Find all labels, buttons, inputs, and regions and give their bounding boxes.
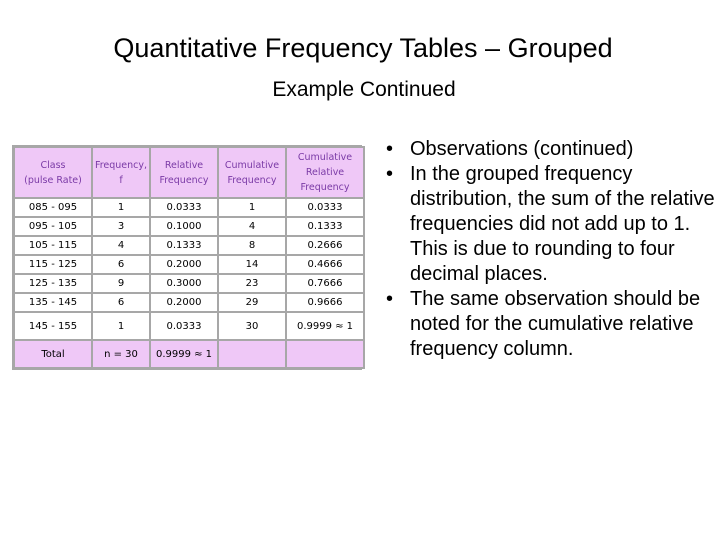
header-line: Relative [305, 167, 345, 178]
header-line: Frequency, [94, 159, 148, 171]
table-cell: 0.1333 [287, 218, 363, 235]
bullet-icon: • [386, 288, 394, 310]
table-cell: 29 [219, 294, 285, 311]
table-cell: 0.9999 ≈ 1 [287, 313, 363, 339]
header-cumulative-relative-frequency [287, 148, 363, 197]
table-cell: 0.9666 [287, 294, 363, 311]
table-cell: 6 [93, 256, 149, 273]
header-line: Frequency [159, 174, 209, 186]
frequency-table-container [12, 145, 362, 370]
table-cell: 0.2666 [287, 237, 363, 254]
table-cell: 0.1333 [151, 237, 217, 254]
table-row [15, 237, 363, 254]
total-label: Total [15, 341, 91, 367]
list-item [386, 137, 716, 162]
slide-title: Quantitative Frequency Tables – Grouped [113, 33, 613, 63]
table-total-row [15, 341, 363, 367]
table-cell: 135 - 145 [15, 294, 91, 311]
table-cell: 0.2000 [151, 256, 217, 273]
header-line: (pulse Rate) [24, 174, 82, 186]
bullet-text: In the grouped frequency distribution, the sum of the relative frequencies did not add up to 1. This is due to rounding to four decimal places. [410, 163, 715, 285]
header-line: Cumulative [297, 152, 353, 163]
list-item [386, 287, 716, 362]
total-n: n = 30 [93, 341, 149, 367]
table-row [15, 218, 363, 235]
table-cell: 30 [219, 313, 285, 339]
total-cumulative-relative-empty [287, 341, 363, 367]
table-row [15, 313, 363, 339]
table-cell: 145 - 155 [15, 313, 91, 339]
table-row [15, 275, 363, 292]
slide-subtitle: Example Continued [272, 78, 456, 101]
bullet-text: The same observation should be noted for the cumulative relative frequency column. [410, 288, 701, 360]
header-line: Frequency [227, 174, 277, 186]
total-relative: 0.9999 ≈ 1 [151, 341, 217, 367]
list-item [386, 162, 716, 287]
table-row [15, 294, 363, 311]
frequency-table [13, 146, 365, 369]
table-cell: 14 [219, 256, 285, 273]
header-frequency [93, 148, 149, 197]
header-line: Cumulative [224, 159, 280, 171]
table-cell: 0.0333 [151, 199, 217, 216]
header-line: Relative [164, 159, 204, 171]
table-cell: 8 [219, 237, 285, 254]
table-cell: 0.1000 [151, 218, 217, 235]
header-class [15, 148, 91, 197]
table-cell: 4 [219, 218, 285, 235]
bullet-icon: • [386, 163, 394, 185]
table-row [15, 199, 363, 216]
table-cell: 0.7666 [287, 275, 363, 292]
table-header-row [15, 148, 363, 197]
observations-list [386, 137, 716, 362]
table-cell: 3 [93, 218, 149, 235]
bullet-icon: • [386, 138, 394, 160]
table-cell: 1 [219, 199, 285, 216]
table-cell: 085 - 095 [15, 199, 91, 216]
table-cell: 6 [93, 294, 149, 311]
table-cell: 0.4666 [287, 256, 363, 273]
table-cell: 1 [93, 313, 149, 339]
total-cumulative-empty [219, 341, 285, 367]
table-cell: 0.2000 [151, 294, 217, 311]
table-cell: 23 [219, 275, 285, 292]
table-cell: 0.0333 [151, 313, 217, 339]
table-cell: 9 [93, 275, 149, 292]
header-line: Frequency [300, 182, 350, 193]
table-cell: 095 - 105 [15, 218, 91, 235]
header-line: Class [40, 159, 66, 171]
table-row [15, 256, 363, 273]
table-cell: 0.3000 [151, 275, 217, 292]
table-cell: 4 [93, 237, 149, 254]
table-cell: 0.0333 [287, 199, 363, 216]
header-line: f [119, 174, 123, 186]
bullet-text: Observations (continued) [410, 138, 634, 160]
table-cell: 105 - 115 [15, 237, 91, 254]
header-cumulative-frequency [219, 148, 285, 197]
header-relative-frequency [151, 148, 217, 197]
table-cell: 125 - 135 [15, 275, 91, 292]
table-cell: 115 - 125 [15, 256, 91, 273]
table-cell: 1 [93, 199, 149, 216]
